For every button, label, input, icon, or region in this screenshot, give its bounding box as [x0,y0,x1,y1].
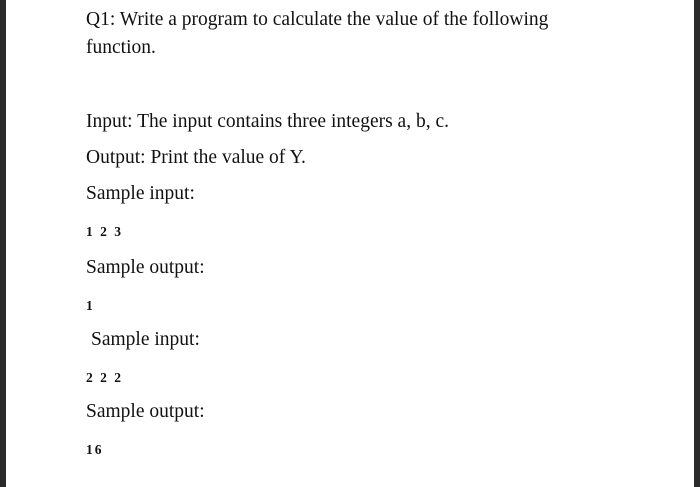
sample-input-label-2: Sample input: [91,329,200,350]
sample-input-value-2: 2 2 2 [86,370,123,385]
sample-output-value-2: 16 [86,442,104,457]
sample-output-value-1: 1 [86,298,95,313]
sample-output-label-2: Sample output: [86,401,205,422]
question-title-line-1: Q1: Write a program to calculate the value of the following [86,9,549,30]
question-title-line-2: function. [86,37,156,58]
document-page [6,0,694,487]
input-description: Input: The input contains three integers a, b, c. [86,111,449,132]
sample-output-label-1: Sample output: [86,257,205,278]
output-description: Output: Print the value of Y. [86,147,306,168]
sample-input-label-1: Sample input: [86,183,195,204]
sample-input-value-1: 1 2 3 [86,224,123,239]
